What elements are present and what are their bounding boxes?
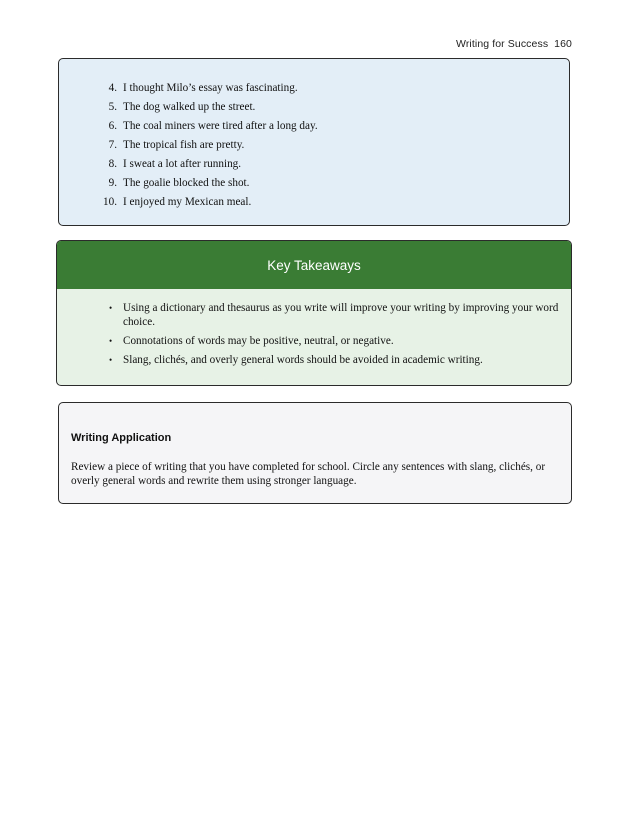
exercise-item [89, 193, 318, 212]
bullet-icon: • [109, 355, 113, 365]
exercise-list [89, 79, 318, 212]
exercise-item [89, 174, 318, 193]
exercise-item-text: The coal miners were tired after a long day. [123, 120, 318, 132]
bullet-icon: • [109, 336, 113, 346]
exercise-item-text: I enjoyed my Mexican meal. [123, 196, 252, 208]
exercise-item-number: 6. [108, 120, 117, 132]
key-takeaways-box [56, 240, 572, 386]
exercise-item-text: The dog walked up the street. [123, 101, 256, 113]
bullet-icon: • [109, 303, 113, 313]
exercise-item-number: 10. [103, 196, 117, 208]
exercise-item [89, 98, 318, 117]
key-takeaways-header [57, 241, 571, 289]
exercise-item-text: I thought Milo’s essay was fascinating. [123, 82, 298, 94]
writing-application-title: Writing Application [71, 432, 172, 444]
exercise-item-text: I sweat a lot after running. [123, 158, 242, 170]
takeaway-text: Connotations of words may be positive, neutral, or negative. [123, 335, 394, 347]
exercise-item [89, 136, 318, 155]
exercise-item-number: 8. [108, 158, 117, 170]
takeaway-item [109, 353, 559, 367]
writing-application-text: Review a piece of writing that you have completed for school. Circle any sentences with slang, clichés, or overly general words and rewrite them using stronger language. [71, 461, 546, 487]
key-takeaways-list [109, 301, 559, 372]
exercise-item-text: The tropical fish are pretty. [123, 139, 245, 151]
exercise-item-text: The goalie blocked the shot. [123, 177, 250, 189]
writing-application-box [58, 402, 572, 504]
exercise-item-number: 9. [108, 177, 117, 189]
exercise-item-number: 7. [108, 139, 117, 151]
exercise-item-number: 4. [108, 82, 117, 94]
takeaway-item [109, 301, 559, 329]
exercise-item [89, 155, 318, 174]
exercise-box [58, 58, 570, 226]
page-number: 160 [554, 38, 572, 50]
takeaway-text: Slang, clichés, and overly general words should be avoided in academic writing. [123, 354, 483, 366]
exercise-item-number: 5. [108, 101, 117, 113]
takeaway-item [109, 334, 559, 348]
takeaway-text: Using a dictionary and thesaurus as you write will improve your writing by improving your word choice. [123, 302, 559, 328]
exercise-item [89, 79, 318, 98]
book-title: Writing for Success [456, 38, 549, 50]
key-takeaways-title: Key Takeaways [267, 257, 361, 273]
exercise-item [89, 117, 318, 136]
running-header [456, 38, 572, 50]
